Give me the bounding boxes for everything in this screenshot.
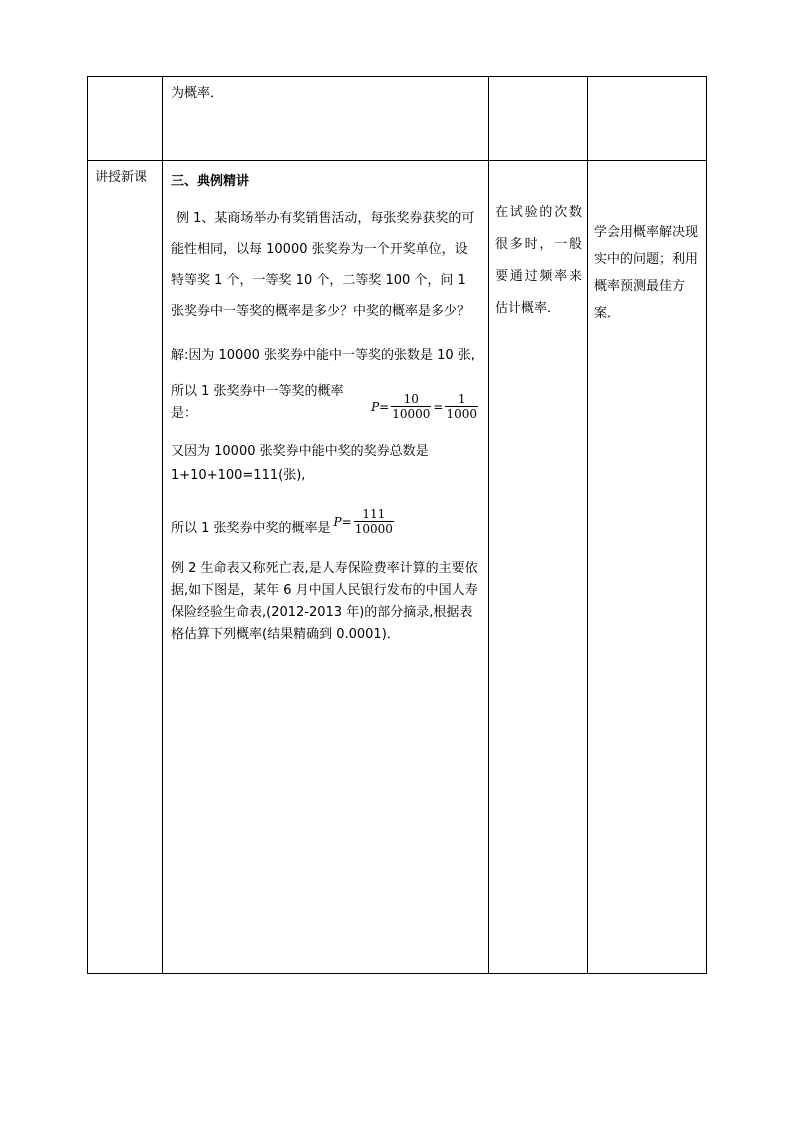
formula-1 <box>371 392 480 421</box>
example-1-text: 例 1、某商场举办有奖销售活动，每张奖券获奖的可能性相同，以每 10000 张奖券为一个开奖单位，设特等奖 1 个，一等奖 10 个，二等奖 100 个，问 1 张奖券中一等奖的概率是多少？中奖的概率是多少？ <box>171 211 475 319</box>
fraction-numerator: 10 <box>403 392 419 406</box>
section-label-cell <box>88 161 163 974</box>
design-intent-text: 在试验的次数很多时，一般要通过频率来估计概率． <box>495 205 582 316</box>
solution-line-3: 又因为 10000 张奖券中能中奖的奖券总数是 <box>171 444 429 459</box>
fraction-denominator: 10000 <box>354 522 393 536</box>
solution-line-2-with-formula <box>171 381 480 425</box>
row1-content-cell <box>163 77 489 161</box>
solution-line-4: 1+10+100=111(张), <box>171 468 306 483</box>
formula-1-fraction-a <box>391 392 431 421</box>
lesson-plan-table <box>87 76 707 974</box>
fraction-numerator: 1 <box>457 392 466 406</box>
section-heading: 三、典例精讲 <box>171 174 250 189</box>
fraction-numerator: 111 <box>362 507 386 521</box>
fraction-denominator: 1000 <box>446 407 477 421</box>
formula-2-fraction <box>354 507 394 536</box>
fraction-denominator: 10000 <box>392 407 431 421</box>
row1-intent-cell <box>489 77 588 161</box>
formula-1-equals: = <box>379 399 390 414</box>
solution-line-1: 解:因为 10000 张奖券中能中一等奖的张数是 10 张, <box>171 348 475 363</box>
section-label: 讲授新课 <box>95 170 148 185</box>
row1-goal-cell <box>588 77 707 161</box>
design-intent-cell <box>489 161 588 974</box>
row1-content-text: 为概率． <box>171 86 224 101</box>
formula-1-variable: P <box>371 399 380 414</box>
row1-section-cell <box>88 77 163 161</box>
table-row <box>88 77 707 161</box>
solution-line-2: 所以 1 张奖券中一等奖的概率是： <box>171 384 344 421</box>
learning-goal-text: 学会用概率解决现实中的问题；利用概率预测最佳方案． <box>594 225 699 321</box>
formula-2-equals: = <box>341 514 352 529</box>
example-2-text: 例 2 生命表又称死亡表,是人寿保险费率计算的主要依据,如下图是，某年 6 月中国人民银行发布的中国人寿保险经验生命表,(2012-2013 年)的部分摘录,根据表格估算下列概率(结果精确到 0.0001)． <box>171 561 478 642</box>
learning-goal-cell <box>588 161 707 974</box>
content-cell <box>163 161 489 974</box>
table-row <box>88 161 707 974</box>
solution-line-5-with-formula <box>171 507 480 540</box>
formula-2 <box>334 507 396 536</box>
formula-1-equals-2: = <box>433 399 444 414</box>
formula-2-variable: P <box>333 514 342 529</box>
formula-1-fraction-b <box>445 392 478 421</box>
solution-line-5: 所以 1 张奖券中奖的概率是 <box>171 521 331 536</box>
